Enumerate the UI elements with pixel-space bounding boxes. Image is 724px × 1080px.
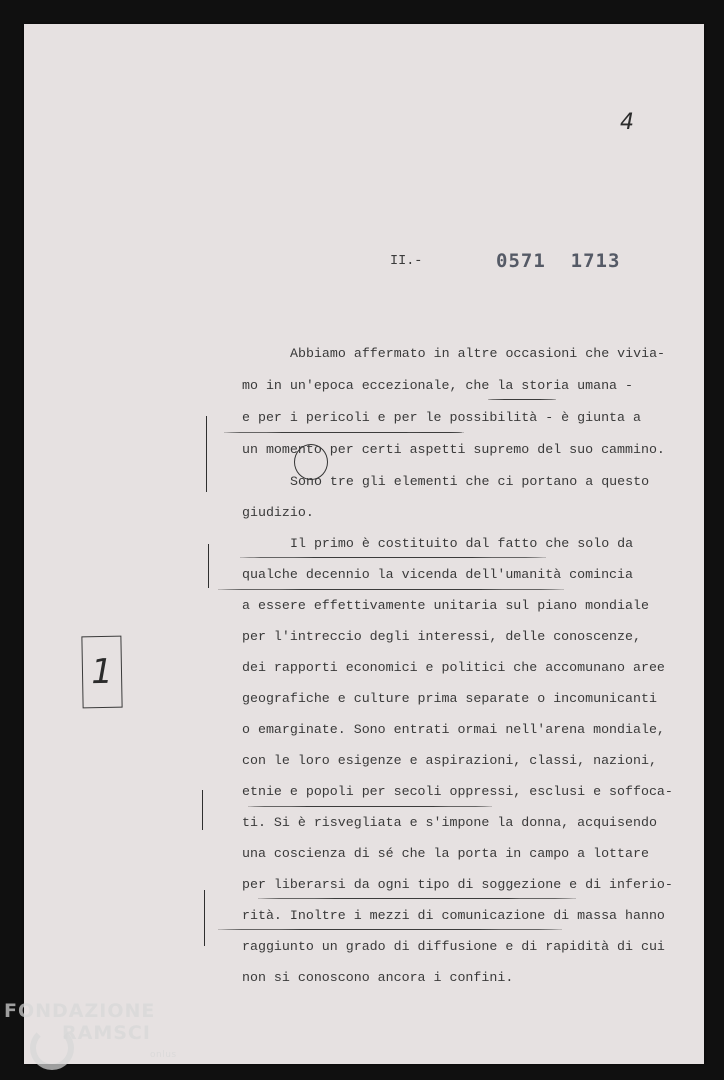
text-line-5: Sono tre gli elementi che ci portano a questo — [290, 474, 650, 489]
text-line-8: qualche decennio la vicenda dell'umanità comincia — [242, 567, 633, 582]
watermark-line-1: FONDAZIONE — [4, 1000, 156, 1022]
archive-stamp-number: 0571 1713 — [496, 250, 621, 272]
margin-mark-1 — [206, 416, 207, 492]
document-page — [24, 24, 704, 1064]
text-line-6: giudizio. — [242, 505, 314, 520]
underline-donna — [248, 806, 492, 807]
boxed-number: 1 — [81, 636, 122, 709]
underline-mezzi — [258, 898, 576, 899]
text-line-13: o emarginate. Sono entrati ormai nell'arena mondiale, — [242, 722, 665, 737]
margin-mark-4 — [204, 890, 205, 946]
underline-supremo — [410, 432, 462, 433]
text-line-18: per liberarsi da ogni tipo di soggezione e di inferio- — [242, 877, 673, 892]
text-line-21: non si conoscono ancora i confini. — [242, 970, 514, 985]
margin-mark-3 — [202, 790, 203, 830]
fondazione-gramsci-watermark — [4, 1000, 194, 1080]
section-label: II.- — [390, 254, 423, 269]
underline-giunta — [488, 399, 556, 400]
text-line-3: e per i pericoli e per le possibilità - è giunta a — [242, 410, 641, 425]
text-line-9: a essere effettivamente unitaria sul piano mondiale — [242, 598, 649, 613]
text-line-19: rità. Inoltre i mezzi di comunicazione di massa hanno — [242, 908, 665, 923]
text-line-16: ti. Si è risvegliata e s'impone la donna, acquisendo — [242, 815, 657, 830]
page-number: 4 — [620, 110, 634, 135]
watermark-line-3: onlus — [150, 1050, 177, 1060]
circled-word-tre — [294, 444, 328, 480]
text-line-4: un momento per certi aspetti supremo del suo cammino. — [242, 442, 665, 457]
text-line-7: Il primo è costituito dal fatto che solo da — [290, 536, 634, 551]
text-line-14: con le loro esigenze e aspirazioni, classi, nazioni, — [242, 753, 657, 768]
text-line-12: geografiche e culture prima separate o incomunicanti — [242, 691, 657, 706]
underline-unitaria — [218, 589, 564, 590]
margin-mark-2 — [208, 544, 209, 588]
underline-diffusione — [218, 929, 562, 930]
text-line-20: raggiunto un grado di diffusione e di rapidità di cui — [242, 939, 665, 954]
text-line-2: mo in un'epoca eccezionale, che la storia umana - — [242, 378, 633, 393]
underline-vicenda — [240, 557, 546, 558]
text-line-1: Abbiamo affermato in altre occasioni che vivia- — [290, 346, 666, 361]
text-line-15: etnie e popoli per secoli oppressi, esclusi e soffoca- — [242, 784, 673, 799]
watermark-line-2: RAMSCI — [62, 1022, 151, 1044]
text-line-11: dei rapporti economici e politici che accomunano aree — [242, 660, 665, 675]
text-line-17: una coscienza di sé che la porta in campo a lottare — [242, 846, 649, 861]
text-line-10: per l'intreccio degli interessi, delle conoscenze, — [242, 629, 641, 644]
